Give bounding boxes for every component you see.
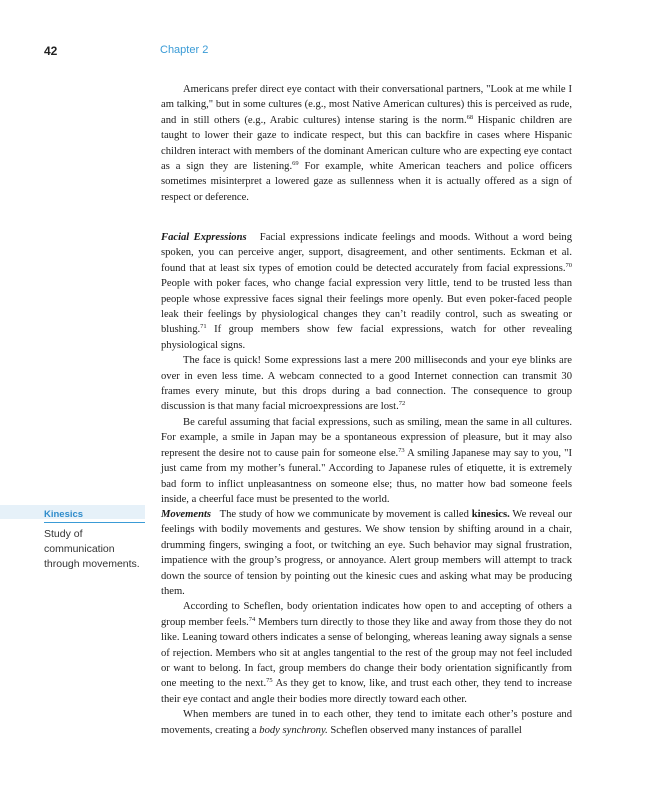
footnote-ref: 72 [398,400,406,408]
emphasis: body synchrony. [259,724,328,736]
paragraph: Facial Expressions Facial expressions indicate feelings and moods. Without a word being spoken, you can perceive anger, support, disagreement, and other sentiments. Eckman et al. found that at least six types of emotion could be detected accurately from facial expressions.$^{70}$ People with poker faces, who change facial expression very little, tend to be trusted less than people whose expressive faces signal their feelings more openly. But even poker-faced people leak their feelings by physiological changes they can’t readily control, such as sweating or blushing.$^{71}$ If group members show few facial expressions, watch for other revealing physiological signs. [161,232,572,351]
paragraph: The face is quick! Some expressions last a mere 200 milliseconds and your eye blinks are over in even less time. A webcam connected to a good Internet connection can transmit 30 frames every minute, but this drops during a bad connection. The consequence to group discussion is that many facial microexpressions are lost.$^{72}$ [161,355,572,413]
paragraph: Be careful assuming that facial expressions, such as smiling, mean the same in all cultures. For example, a smile in Japan may be a spontaneous expression of pleasure, but it may also represent the desire not to cause pain for someone else.$^{73}$ A smiling Japanese may say to you, "I just came from my mother’s funeral." According to Japanese rules of etiquette, it is extremely bad form to inflict unpleasantness on someone else; thus, no matter how bad someone feels inside, a cheerful face must be presented to the world. [161,416,572,505]
footnote-ref: 74 [248,615,256,623]
glossary-term: Kinesics [44,509,84,520]
run-in-heading: Facial Expressions [161,232,247,243]
margin-glossary [0,509,145,570]
footnote-ref: 70 [565,261,572,269]
paragraph: Americans prefer direct eye contact with their conversational partners, "Look at me while I am talking," but in some cultures (e.g., most Native American cultures) this is perceived as rude, and in still others (e.g., Arabic cultures) intense staring is the norm.$^{68}$ Hispanic children are taught to lower their gaze to indicate respect, but this can backfire in cases where Hispanic children interact with members of the dominant American culture who are expecting eye contact as a sign they are listening.$^{69}$ For example, white American teachers and police officers sometimes misinterpret a lowered gaze as sullenness when it is actually offered as a sign of respect or deference. [161,84,572,203]
footnote-ref: 69 [292,160,299,168]
section-movements [161,507,572,738]
key-term: kinesics. [471,509,510,520]
glossary-definition: Study of communication through movements. [44,528,140,570]
glossary-rule [44,522,145,523]
footnote-ref: 73 [398,446,405,454]
paragraph: According to Scheflen, body orientation indicates how open to and accepting of others a group member feels.$^{74}$ Members turn directly to those they like and away from those they do not like. Leaning toward others indicates a sense of belonging, whereas leaning away signals a sense of rejection. Members who sit at angles tangential to the rest of the group may not feel included or want to belong. In fact, group members do change their body orientation significantly from one meeting to the next.$^{75}$ As they get to know, like, and trust each other, they tend to increase their eye contact and angle their bodies more directly toward each other. [161,601,572,705]
paragraph: When members are tuned in to each other, they tend to imitate each other’s posture and movements, creating a body synchrony. Scheflen observed many instances of parallel [161,709,572,736]
chapter-title: Chapter 2 [160,44,209,56]
page-number: 42 [44,44,58,58]
footnote-ref: 68 [466,113,474,121]
section-eye-contact [161,82,572,205]
section-facial-expressions [161,230,572,507]
footnote-ref: 71 [200,323,207,331]
run-in-heading: Movements [161,509,212,520]
footnote-ref: 75 [266,677,273,685]
paragraph: Movements The study of how we communicate by movement is called kinesics. We reveal our feelings with bodily movements and gestures. We show tension by shifting around in a chair, drumming fingers, swinging a foot, or twitching an eye. Such behavior may signal frustration, impatience with the group’s progress, or annoyance. Alert group members will attempt to track down the source of tension by pointing out the kinesic cues and asking what may be producing them. [161,509,572,598]
